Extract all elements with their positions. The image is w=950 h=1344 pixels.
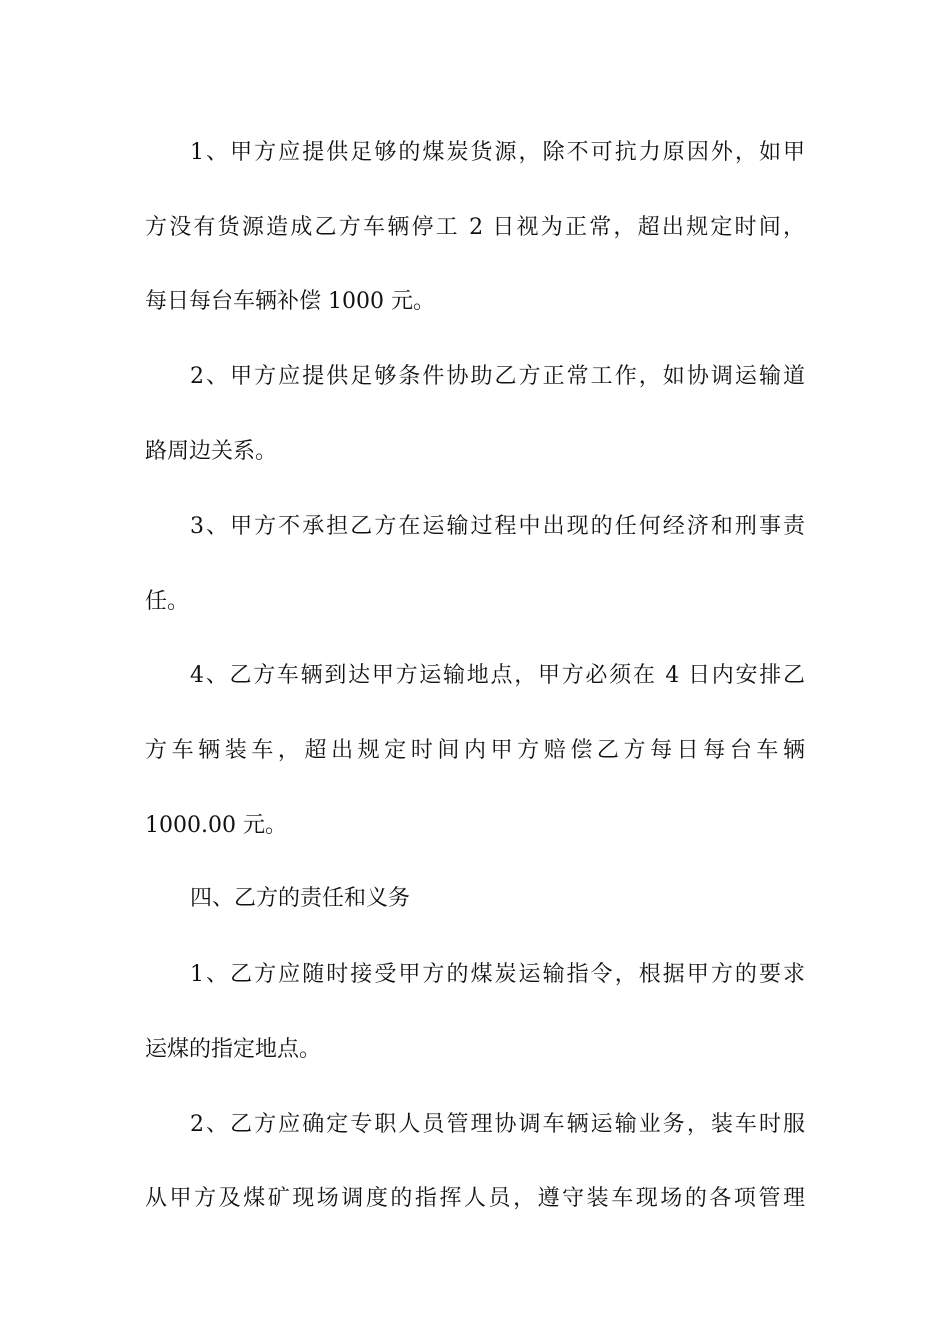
- party-b-clause-2-line-2: 从甲方及煤矿现场调度的指挥人员，遵守装车现场的各项管理: [145, 1186, 805, 1211]
- party-b-clause-2-line-1: 2、乙方应确定专职人员管理协调车辆运输业务，装车时服: [190, 1112, 805, 1137]
- clause-4-line-2: 方车辆装车，超出规定时间内甲方赔偿乙方每日每台车辆: [145, 738, 805, 763]
- clause-4-line-1: 4、乙方车辆到达甲方运输地点，甲方必须在 4 日内安排乙: [190, 663, 805, 688]
- clause-1-line-1: 1、甲方应提供足够的煤炭货源，除不可抗力原因外，如甲: [190, 140, 805, 165]
- clause-2-line-2: 路周边关系。: [145, 439, 278, 464]
- clause-3-line-2: 任。: [145, 589, 190, 614]
- clause-4-line-3: 1000.00 元。: [145, 813, 287, 838]
- section-heading: 四、乙方的责任和义务: [190, 886, 411, 911]
- party-b-clause-1-line-1: 1、乙方应随时接受甲方的煤炭运输指令，根据甲方的要求: [190, 962, 805, 987]
- clause-2-line-1: 2、甲方应提供足够条件协助乙方正常工作，如协调运输道: [190, 364, 805, 389]
- party-b-clause-1-line-2: 运煤的指定地点。: [145, 1037, 322, 1062]
- clause-1-line-3: 每日每台车辆补偿 1000 元。: [145, 289, 435, 314]
- clause-1-line-2: 方没有货源造成乙方车辆停工 2 日视为正常，超出规定时间，: [145, 215, 805, 240]
- clause-3-line-1: 3、甲方不承担乙方在运输过程中出现的任何经济和刑事责: [190, 514, 805, 539]
